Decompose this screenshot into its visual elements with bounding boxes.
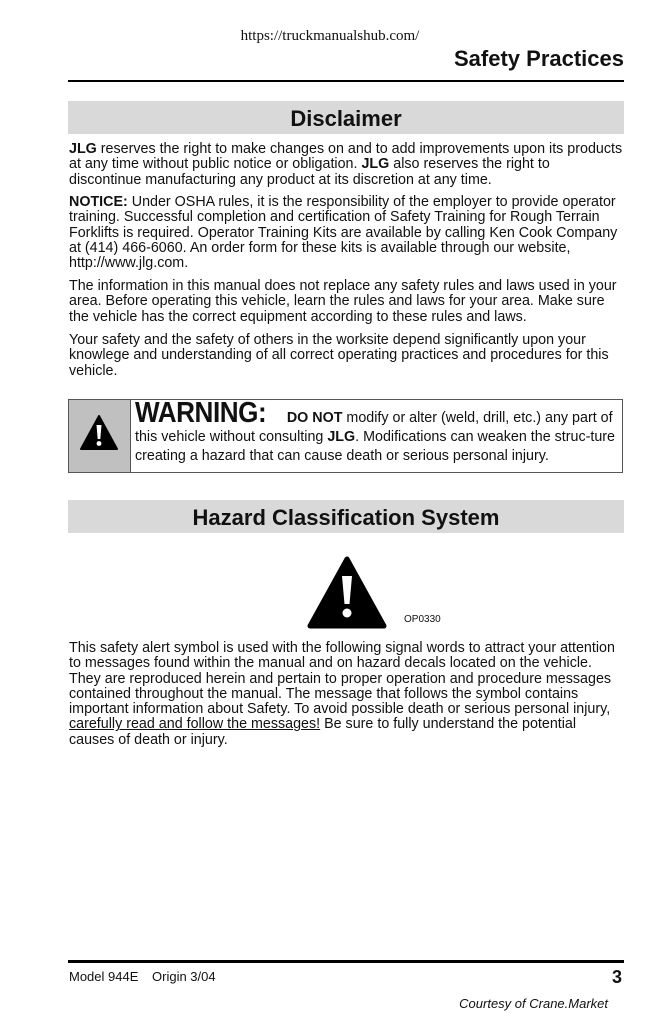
figure-code: OP0330 [404,614,441,625]
warning-signal-word: WARNING: [135,397,267,429]
notice-paragraph [69,195,625,271]
bold-run: DO NOT [286,410,343,426]
disclaimer-paragraph-3: The information in this manual does not replace any safety rules and laws used in your area. Before operating this vehicle, learn the rules and laws for your area. Make sure the vehicle has the correct equipment according to these rules and laws. [69,278,617,325]
warning-triangle-icon [79,414,119,452]
footer-info [69,969,226,984]
text-run: also reserves the right to discontinue manufacturing any product at its discretion at any time. [69,156,550,188]
page-number: 3 [611,967,622,987]
bold-run: JLG [361,156,390,173]
text-run: This safety alert symbol is used with the following signal words to attract your attention to messages found within the manual and on hazard decals located on the vehicle. They are reproduced herein and pertain to proper operation and procedure messages contained throughout the manual. The message that follows the symbol contains important information about Safety. To avoid possible death or serious personal injury, [69,640,615,718]
text-run: . Modifications can weaken the struc-ture creating a hazard that can cause death or serious personal injury. [135,429,615,464]
underlined-run: carefully read and follow the messages! [69,716,321,733]
courtesy-note: Courtesy of Crane.Market [459,996,608,1011]
hazard-heading: Hazard Classification System [68,500,624,533]
safety-alert-symbol-icon [307,556,387,630]
disclaimer-heading: Disclaimer [68,101,624,134]
text-run: modify or alter (weld, drill, etc.) any part of this vehicle without consulting [135,410,613,445]
model-label: Model 944E [69,969,139,984]
footer-divider [68,960,624,963]
bold-run: JLG [327,429,356,445]
section-title: Safety Practices [454,46,624,71]
bold-run: JLG [69,141,97,157]
warning-icon-cell [69,400,131,472]
origin-label: Origin 3/04 [152,969,216,984]
disclaimer-paragraph-4: Your safety and the safety of others in the worksite depend significantly upon your knowlege and understanding of all correct operating practices and procedures for this vehicle. [69,332,609,379]
warning-text [135,397,619,466]
bold-run: NOTICE: [69,194,128,210]
source-url: https://truckmanualshub.com/ [240,28,420,44]
text-run: Under OSHA rules, it is the responsibility of the employer to provide operator training. Successful completion and certification of Safety Training for Rough Terrain Forklifts is required. Operator Training Kits are available by calling Ken Cook Company at (414) 466-6060. An order form for these kits is available through our website, http://www.jlg.com. [69,194,618,272]
warning-box [68,399,623,473]
hazard-paragraph [69,641,625,748]
disclaimer-paragraph-1 [69,142,625,188]
header-divider [68,80,624,82]
text-run: Be sure to fully understand the potential causes of death or injury. [69,716,577,748]
text-run: reserves the right to make changes on and to add improvements upon its products at any time without public notice or obligation. [69,141,623,173]
